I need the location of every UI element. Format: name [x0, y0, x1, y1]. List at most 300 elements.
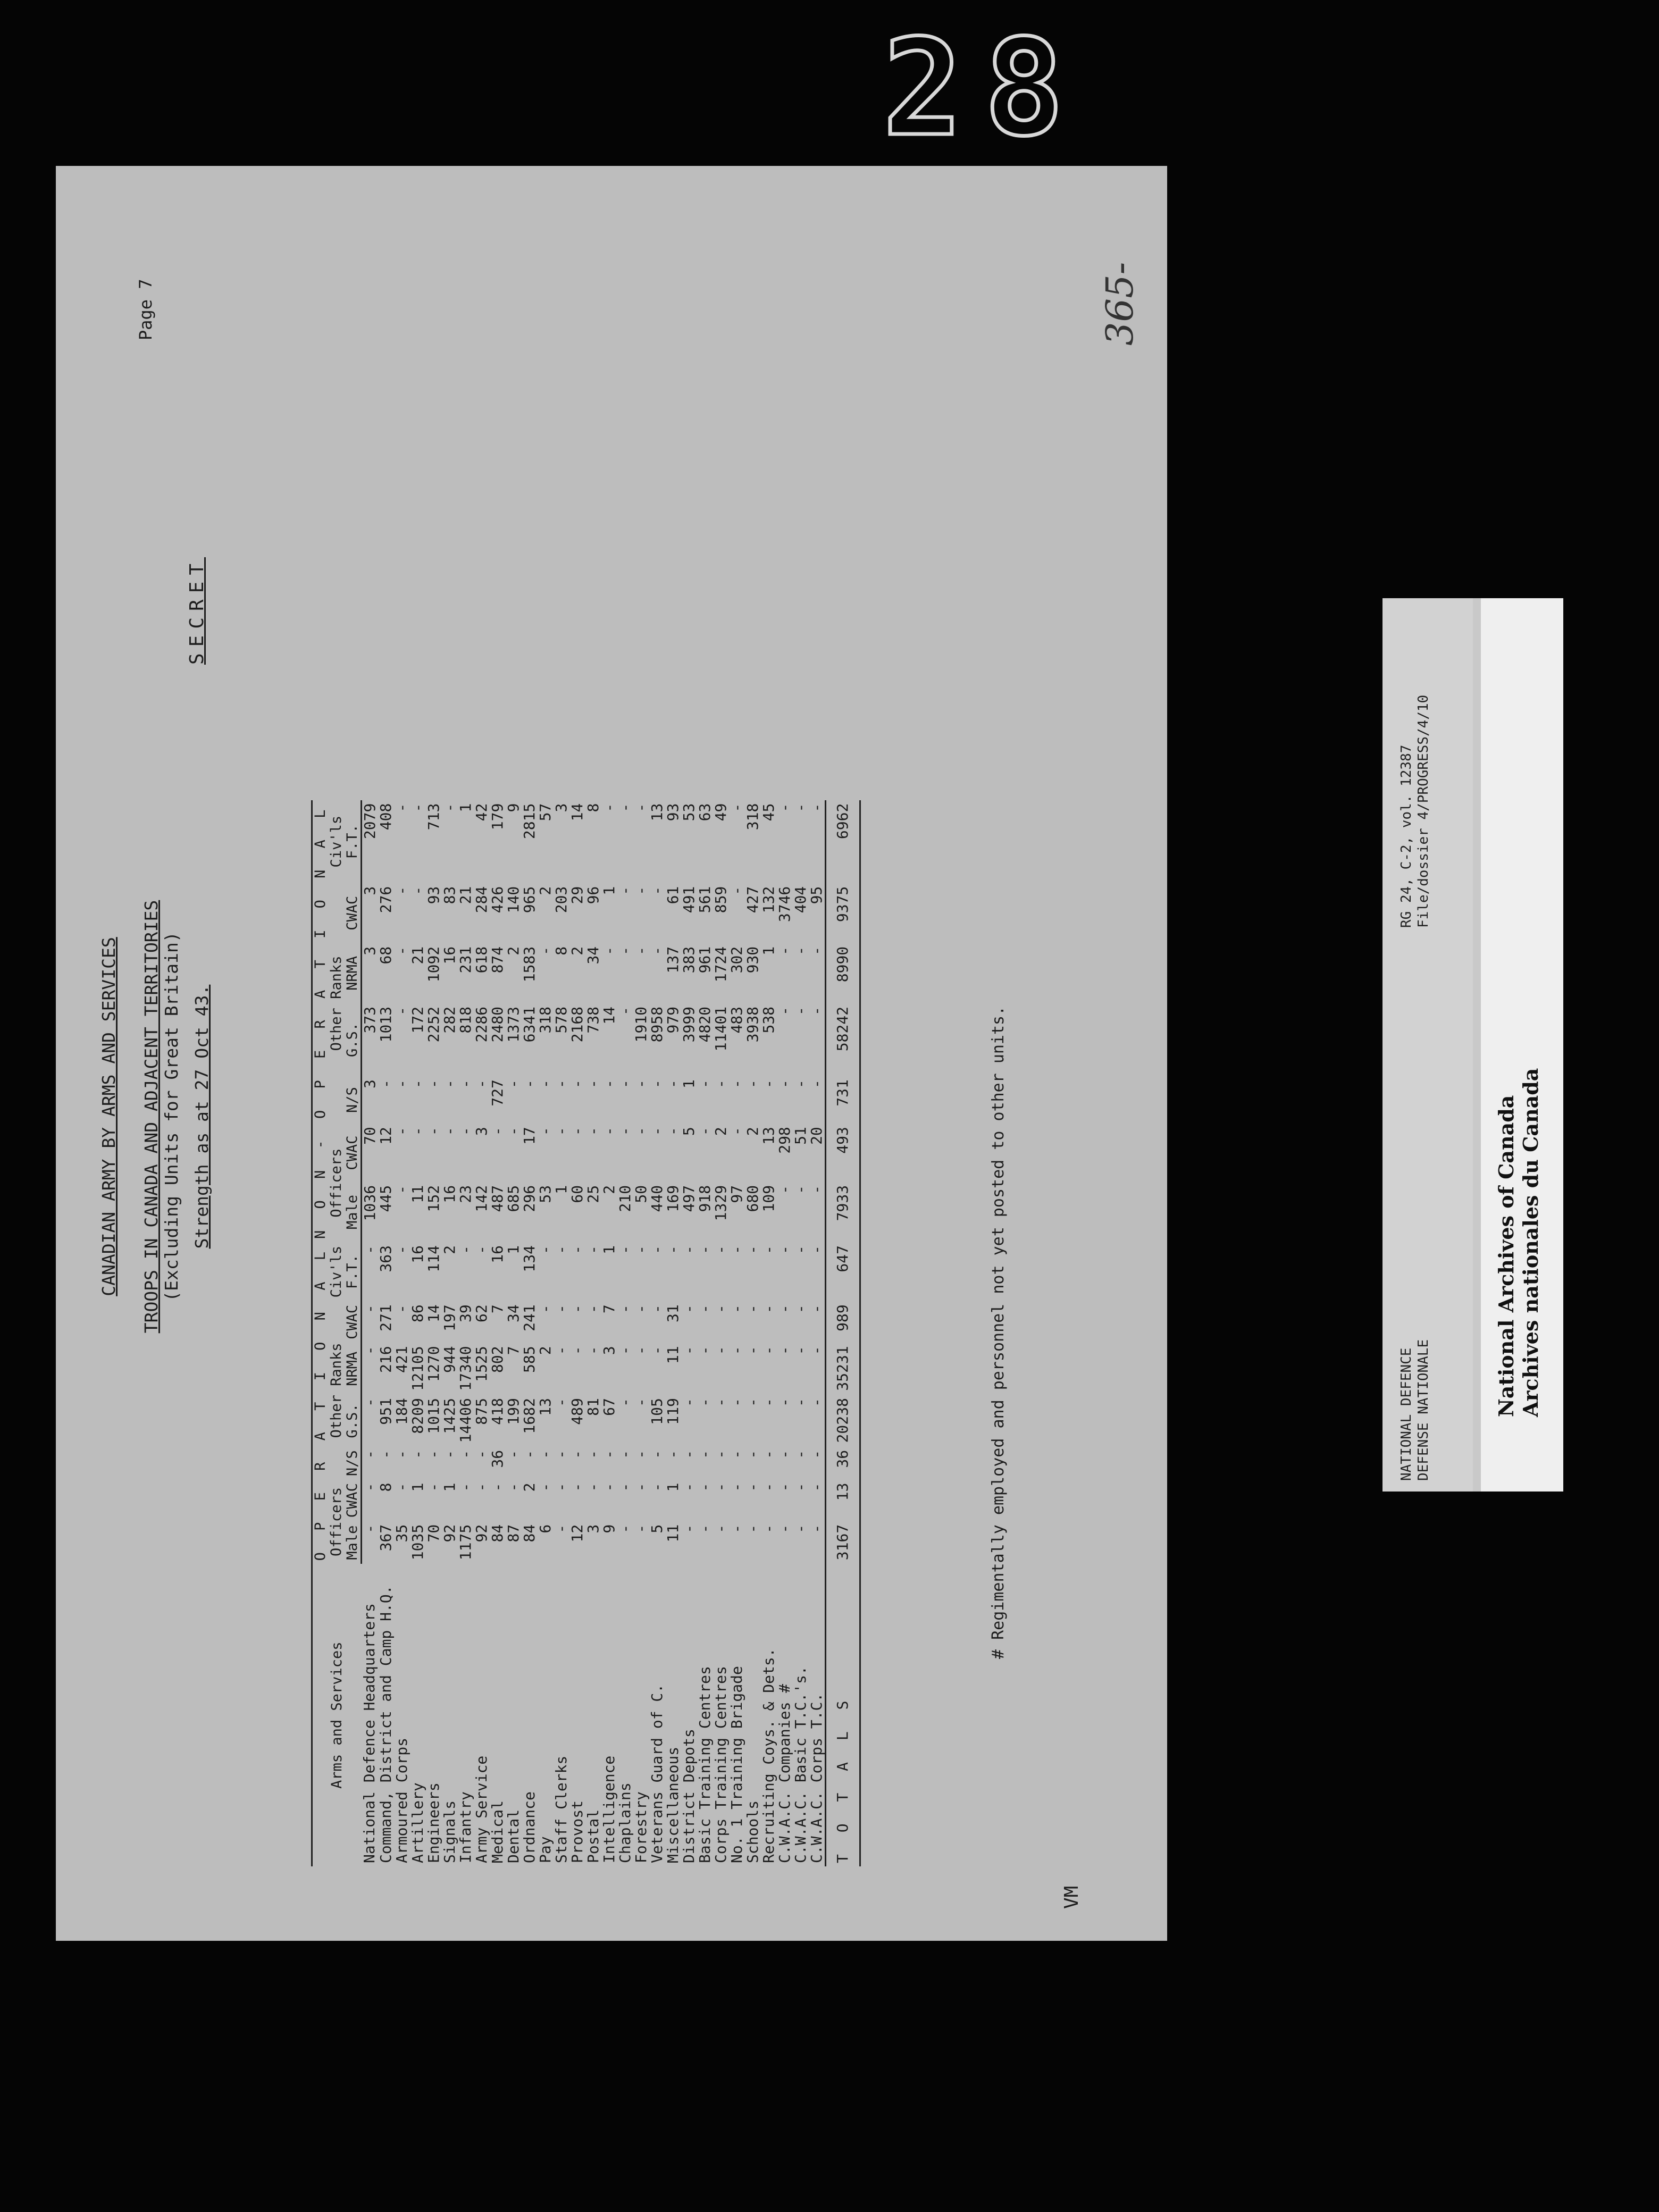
operational-cell: 67 [600, 1398, 618, 1416]
non-operational-cell: - [441, 803, 458, 812]
non-operational-cell: - [552, 1127, 570, 1136]
non-operational-cell: 1583 [521, 946, 538, 983]
non-operational-cell: - [792, 1185, 809, 1194]
non-operational-cell: - [792, 1006, 809, 1016]
table-row [585, 800, 601, 1866]
table-row [442, 800, 458, 1866]
non-operational-cell: 979 [664, 1006, 682, 1034]
non-operational-cell: 17 [521, 1127, 538, 1145]
operational-cell: - [648, 1304, 666, 1314]
non-operational-cell: 1724 [712, 946, 730, 983]
operational-cell: - [584, 1304, 602, 1314]
totals-cell: 35231 [826, 1343, 860, 1395]
subgroup-civilians: Civ'ls [328, 1245, 345, 1298]
operational-cell: 2 [521, 1482, 538, 1492]
operational-cell: - [728, 1245, 745, 1254]
operational-cell: - [489, 1482, 506, 1492]
non-operational-cell: - [537, 946, 554, 956]
operational-cell: 585 [521, 1346, 538, 1373]
operational-cell: 199 [505, 1398, 522, 1425]
totals-cell: 731 [826, 1076, 860, 1124]
table-row [522, 800, 538, 1866]
non-operational-cell: 42 [473, 803, 490, 822]
totals-cell: 6962 [826, 800, 860, 883]
row-label: Ordnance [521, 1791, 538, 1863]
non-operational-cell: 1 [600, 886, 618, 895]
operational-cell: 12 [568, 1524, 586, 1543]
operational-cell: - [632, 1482, 650, 1492]
table-row [458, 800, 474, 1866]
operational-cell: 81 [584, 1398, 602, 1416]
operational-cell: 216 [377, 1346, 395, 1373]
non-operational-cell: - [600, 946, 618, 956]
non-operational-cell: 2480 [489, 1006, 506, 1043]
non-operational-cell: - [712, 1079, 730, 1088]
operational-cell: 3 [600, 1346, 618, 1355]
column-header: F.T. [345, 1242, 362, 1301]
operational-cell: 134 [521, 1245, 538, 1272]
non-operational-cell: 1 [457, 803, 474, 812]
operational-cell: - [505, 1482, 522, 1492]
operational-cell: 36 [489, 1449, 506, 1468]
operational-cell: 16 [489, 1245, 506, 1263]
table-row [362, 800, 379, 1866]
operational-cell: 35 [393, 1524, 410, 1543]
archive-reference-slip [1382, 598, 1563, 1492]
operational-cell: - [584, 1245, 602, 1254]
subgroup-officers: Officers [328, 1487, 345, 1557]
operational-cell: - [664, 1245, 682, 1254]
operational-cell: - [664, 1449, 682, 1459]
non-operational-cell: - [616, 803, 634, 812]
non-operational-cell: - [648, 886, 666, 895]
non-operational-cell: 12 [377, 1127, 395, 1145]
column-header: NRMA [345, 943, 362, 1003]
non-operational-cell: 6341 [521, 1006, 538, 1043]
non-operational-cell: 3 [361, 1079, 379, 1088]
non-operational-cell: 2 [744, 1127, 761, 1136]
non-operational-cell: 408 [377, 803, 395, 831]
non-operational-cell: 276 [377, 886, 395, 914]
non-operational-cell: - [776, 1006, 793, 1016]
table-row [378, 800, 394, 1866]
non-operational-cell: 179 [489, 803, 506, 831]
table-row [601, 800, 617, 1866]
non-operational-cell: 2 [505, 946, 522, 956]
operational-cell: 271 [377, 1304, 395, 1331]
non-operational-cell: - [441, 1127, 458, 1136]
operational-cell: - [648, 1346, 666, 1355]
column-header: F.T. [345, 800, 362, 883]
non-operational-cell: - [409, 1127, 426, 1136]
non-operational-cell: - [632, 1079, 650, 1088]
operational-cell: - [568, 1245, 586, 1254]
operational-cell: - [584, 1346, 602, 1355]
non-operational-cell: 142 [473, 1185, 490, 1212]
totals-cell: 3167 [826, 1521, 860, 1564]
non-operational-cell: 561 [696, 886, 714, 914]
row-label: Intelligence [600, 1755, 618, 1863]
handwritten-folio: 365- [1098, 262, 1142, 346]
table-row [426, 800, 442, 1866]
non-operational-cell: 70 [361, 1127, 379, 1145]
non-operational-cell: 97 [728, 1185, 745, 1203]
operational-cell: - [393, 1304, 410, 1314]
non-operational-cell: - [664, 1079, 682, 1088]
non-operational-cell: 21 [409, 946, 426, 965]
subgroup-other-ranks: Other Ranks [328, 956, 345, 1051]
operational-cell: - [808, 1482, 825, 1492]
operational-cell: - [696, 1304, 714, 1314]
archive-file: File/dossier 4/PROGRESS/4/10 [1415, 694, 1431, 928]
operational-cell: - [728, 1346, 745, 1355]
operational-cell: - [744, 1304, 761, 1314]
archives-name-en: National Archives of Canada [1494, 1095, 1518, 1417]
operational-cell: - [696, 1482, 714, 1492]
operational-cell: - [632, 1449, 650, 1459]
table-row [681, 800, 697, 1866]
non-operational-cell: 497 [680, 1185, 698, 1212]
operational-cell: 105 [648, 1398, 666, 1425]
row-label: Infantry [457, 1791, 474, 1863]
operational-cell: 367 [377, 1524, 395, 1552]
row-label: Miscellaneous [664, 1746, 682, 1863]
non-operational-cell: 318 [537, 1006, 554, 1034]
non-operational-cell: - [600, 1127, 618, 1136]
group-header-non-operational: N O N - O P E R A T I O N A L [312, 800, 329, 1242]
archives-name-fr: Archives nationales du Canada [1519, 1068, 1543, 1417]
non-operational-cell: 2286 [473, 1006, 490, 1043]
non-operational-cell: - [377, 1079, 395, 1088]
operational-cell: - [808, 1449, 825, 1459]
non-operational-cell: - [505, 1127, 522, 1136]
table-row [697, 800, 713, 1866]
non-operational-cell: - [632, 803, 650, 812]
operational-cell: 7 [505, 1346, 522, 1355]
non-operational-cell: 93 [664, 803, 682, 822]
non-operational-cell: 152 [425, 1185, 442, 1212]
operational-cell: 31 [664, 1304, 682, 1322]
operational-cell: 14406 [457, 1398, 474, 1443]
totals-label: T O T A L S [826, 1564, 860, 1866]
operational-cell: - [632, 1304, 650, 1314]
operational-cell: 802 [489, 1346, 506, 1373]
operational-cell: - [712, 1482, 730, 1492]
non-operational-cell: 8958 [648, 1006, 666, 1043]
non-operational-cell: - [600, 803, 618, 812]
non-operational-cell: 3938 [744, 1006, 761, 1043]
operational-cell: 13 [537, 1398, 554, 1416]
operational-cell: - [361, 1482, 379, 1492]
non-operational-cell: - [473, 1079, 490, 1088]
non-operational-cell: 296 [521, 1185, 538, 1212]
frame-number: 28 [883, 11, 1086, 165]
row-label: Medical [489, 1800, 506, 1863]
non-operational-cell: - [505, 1079, 522, 1088]
non-operational-cell: 29 [568, 886, 586, 904]
non-operational-cell: - [632, 1127, 650, 1136]
operational-cell: - [808, 1346, 825, 1355]
non-operational-cell: 680 [744, 1185, 761, 1212]
operational-cell: - [776, 1346, 793, 1355]
operational-cell: - [521, 1449, 538, 1459]
operational-cell: 39 [457, 1304, 474, 1322]
operational-cell: 12105 [409, 1346, 426, 1391]
non-operational-cell: - [616, 1079, 634, 1088]
non-operational-cell: - [648, 946, 666, 956]
non-operational-cell: - [776, 1185, 793, 1194]
non-operational-cell: - [425, 1079, 442, 1088]
operational-cell: - [776, 1398, 793, 1407]
operational-cell: - [712, 1449, 730, 1459]
non-operational-cell: 14 [600, 1006, 618, 1025]
operational-cell: 1270 [425, 1346, 442, 1382]
footnote: # Regimentally employed and personnel not yet posted to other units. [989, 1006, 1008, 1659]
totals-cell: 13 [826, 1480, 860, 1521]
non-operational-cell: 491 [680, 886, 698, 914]
non-operational-cell: - [552, 1079, 570, 1088]
operational-cell: - [808, 1398, 825, 1407]
page-number: Page 7 [136, 279, 156, 340]
operational-cell: - [616, 1398, 634, 1407]
non-operational-cell: - [776, 1079, 793, 1088]
row-label: Pay [537, 1836, 554, 1863]
operational-cell: - [568, 1346, 586, 1355]
operational-cell: 197 [441, 1304, 458, 1331]
operational-cell: - [744, 1482, 761, 1492]
operational-cell: - [584, 1482, 602, 1492]
operational-cell: 87 [505, 1524, 522, 1543]
operational-cell: 5 [648, 1524, 666, 1534]
operational-cell: - [696, 1245, 714, 1254]
row-label: Corps Training Centres [712, 1666, 730, 1863]
operational-cell: 84 [521, 1524, 538, 1543]
non-operational-cell: - [537, 1127, 554, 1136]
non-operational-cell: - [441, 1079, 458, 1088]
operational-cell: - [568, 1482, 586, 1492]
non-operational-cell: - [616, 1127, 634, 1136]
non-operational-cell: 1 [760, 946, 777, 956]
strength-table [311, 800, 861, 1866]
row-label: Engineers [425, 1782, 442, 1863]
non-operational-cell: - [409, 803, 426, 812]
non-operational-cell: 483 [728, 1006, 745, 1034]
operational-cell: - [648, 1449, 666, 1459]
non-operational-cell: - [808, 1185, 825, 1194]
table-row [729, 800, 745, 1866]
non-operational-cell: - [728, 803, 745, 812]
operational-cell: 1 [664, 1482, 682, 1492]
totals-cell: 7933 [826, 1182, 860, 1242]
non-operational-cell: 859 [712, 886, 730, 914]
non-operational-cell: 487 [489, 1185, 506, 1212]
table-row [490, 800, 506, 1866]
document-sheet [56, 166, 1167, 1941]
operational-cell: 7 [489, 1304, 506, 1314]
non-operational-cell: 49 [712, 803, 730, 822]
non-operational-cell: 2079 [361, 803, 379, 840]
non-operational-cell: - [393, 1185, 410, 1194]
operational-cell: - [712, 1304, 730, 1314]
non-operational-cell: 95 [808, 886, 825, 904]
document-subtitle: TROOPS IN CANADA AND ADJACENT TERRITORIES [141, 900, 162, 1334]
table-row [793, 800, 809, 1866]
non-operational-cell: - [409, 886, 426, 895]
operational-cell: - [744, 1449, 761, 1459]
operational-cell: - [361, 1304, 379, 1314]
operational-cell: 241 [521, 1304, 538, 1331]
operational-cell: - [361, 1449, 379, 1459]
operational-cell: 418 [489, 1398, 506, 1425]
operational-cell: - [760, 1449, 777, 1459]
row-label: Dental [505, 1809, 522, 1863]
non-operational-cell: 440 [648, 1185, 666, 1212]
totals-cell: 989 [826, 1301, 860, 1343]
non-operational-cell: - [393, 1079, 410, 1088]
operational-cell: - [728, 1398, 745, 1407]
operational-cell: - [361, 1398, 379, 1407]
operational-cell: 70 [425, 1524, 442, 1543]
operational-cell: - [616, 1449, 634, 1459]
operational-cell: 17340 [457, 1346, 474, 1391]
non-operational-cell: - [696, 1127, 714, 1136]
operational-cell: - [552, 1304, 570, 1314]
non-operational-cell: 1329 [712, 1185, 730, 1221]
non-operational-cell: 169 [664, 1185, 682, 1212]
row-label: National Defence Headquarters [361, 1603, 379, 1863]
non-operational-cell: 20 [808, 1127, 825, 1145]
subgroup-officers: Officers [328, 1148, 345, 1218]
non-operational-cell: 713 [425, 803, 442, 831]
operational-cell: 1015 [425, 1398, 442, 1434]
operational-cell: - [680, 1524, 698, 1534]
operational-cell: - [568, 1304, 586, 1314]
table-row [633, 800, 649, 1866]
non-operational-cell: - [537, 1079, 554, 1088]
non-operational-cell: - [744, 1079, 761, 1088]
non-operational-cell: 373 [361, 1006, 379, 1034]
row-header: Arms and Services [312, 1564, 362, 1866]
column-header: N/S [345, 1447, 362, 1480]
totals-cell: 493 [826, 1124, 860, 1182]
table-row [506, 800, 522, 1866]
non-operational-cell: 578 [552, 1006, 570, 1034]
non-operational-cell: - [393, 886, 410, 895]
non-operational-cell: - [776, 803, 793, 812]
operational-cell: 8209 [409, 1398, 426, 1434]
non-operational-cell: 3999 [680, 1006, 698, 1043]
operational-cell: - [377, 1449, 395, 1459]
non-operational-cell: - [808, 1079, 825, 1088]
non-operational-cell: 874 [489, 946, 506, 974]
operational-cell: - [696, 1524, 714, 1534]
row-label: Recruiting Coys. & Dets. [760, 1648, 777, 1863]
row-label: C.W.A.C. Companies # [776, 1683, 793, 1863]
operational-cell: - [696, 1449, 714, 1459]
document-page [56, 166, 1167, 1941]
non-operational-cell: 284 [473, 886, 490, 914]
row-label: Postal [584, 1809, 602, 1863]
operational-cell: 7 [600, 1304, 618, 1314]
operational-cell: - [648, 1482, 666, 1492]
operational-cell: - [680, 1398, 698, 1407]
operational-cell: 363 [377, 1245, 395, 1272]
operational-cell: - [616, 1304, 634, 1314]
operational-cell: 1682 [521, 1398, 538, 1434]
non-operational-cell: - [393, 946, 410, 956]
non-operational-cell: 16 [441, 1185, 458, 1203]
non-operational-cell: 21 [457, 886, 474, 904]
operational-cell: - [600, 1482, 618, 1492]
agency-fr: DEFENSE NATIONALE [1415, 1339, 1431, 1481]
operational-cell: - [728, 1482, 745, 1492]
operational-cell: 951 [377, 1398, 395, 1425]
operational-cell: - [361, 1346, 379, 1355]
non-operational-cell: 83 [441, 886, 458, 904]
operational-cell: - [537, 1482, 554, 1492]
operational-cell: 489 [568, 1398, 586, 1425]
operational-cell: - [441, 1449, 458, 1459]
row-label: Provost [568, 1800, 586, 1863]
non-operational-cell: 818 [457, 1006, 474, 1034]
operational-cell: - [457, 1449, 474, 1459]
non-operational-cell: - [393, 1006, 410, 1016]
operational-cell: - [568, 1449, 586, 1459]
operational-cell: - [552, 1245, 570, 1254]
operational-cell: - [632, 1524, 650, 1534]
document-title: CANADIAN ARMY BY ARMS AND SERVICES [98, 937, 119, 1296]
non-operational-cell: - [616, 1006, 634, 1016]
non-operational-cell: 298 [776, 1127, 793, 1154]
column-header: G.S. [345, 1003, 362, 1076]
non-operational-cell: 9 [505, 803, 522, 812]
operational-cell: - [600, 1449, 618, 1459]
operational-cell: 1 [600, 1245, 618, 1254]
operational-cell: 84 [489, 1524, 506, 1543]
non-operational-cell: 2252 [425, 1006, 442, 1043]
non-operational-cell: 5 [680, 1127, 698, 1136]
operational-cell: - [632, 1346, 650, 1355]
non-operational-cell: 2 [600, 1185, 618, 1194]
non-operational-cell: 3746 [776, 886, 793, 923]
totals-cell: 8990 [826, 943, 860, 1003]
operational-cell: - [760, 1482, 777, 1492]
non-operational-cell: - [792, 946, 809, 956]
column-header: CWAC [345, 1480, 362, 1521]
operational-cell: - [616, 1245, 634, 1254]
non-operational-cell: - [728, 886, 745, 895]
operational-cell: 14 [425, 1304, 442, 1322]
non-operational-cell: 282 [441, 1006, 458, 1034]
operational-cell: - [696, 1398, 714, 1407]
non-operational-cell: 738 [584, 1006, 602, 1034]
non-operational-cell: 3 [361, 946, 379, 956]
operational-cell: - [760, 1304, 777, 1314]
operational-cell: - [457, 1245, 474, 1254]
operational-cell: - [632, 1398, 650, 1407]
row-label: District Depots [680, 1729, 698, 1863]
non-operational-cell: 965 [521, 886, 538, 914]
operational-cell: 1425 [441, 1398, 458, 1434]
non-operational-cell: - [584, 1127, 602, 1136]
operational-cell: 1175 [457, 1524, 474, 1561]
operational-cell: - [792, 1524, 809, 1534]
operational-cell: - [776, 1245, 793, 1254]
operational-cell: - [728, 1524, 745, 1534]
operational-cell: - [616, 1346, 634, 1355]
operational-cell: - [808, 1304, 825, 1314]
operational-cell: 11 [664, 1524, 682, 1543]
